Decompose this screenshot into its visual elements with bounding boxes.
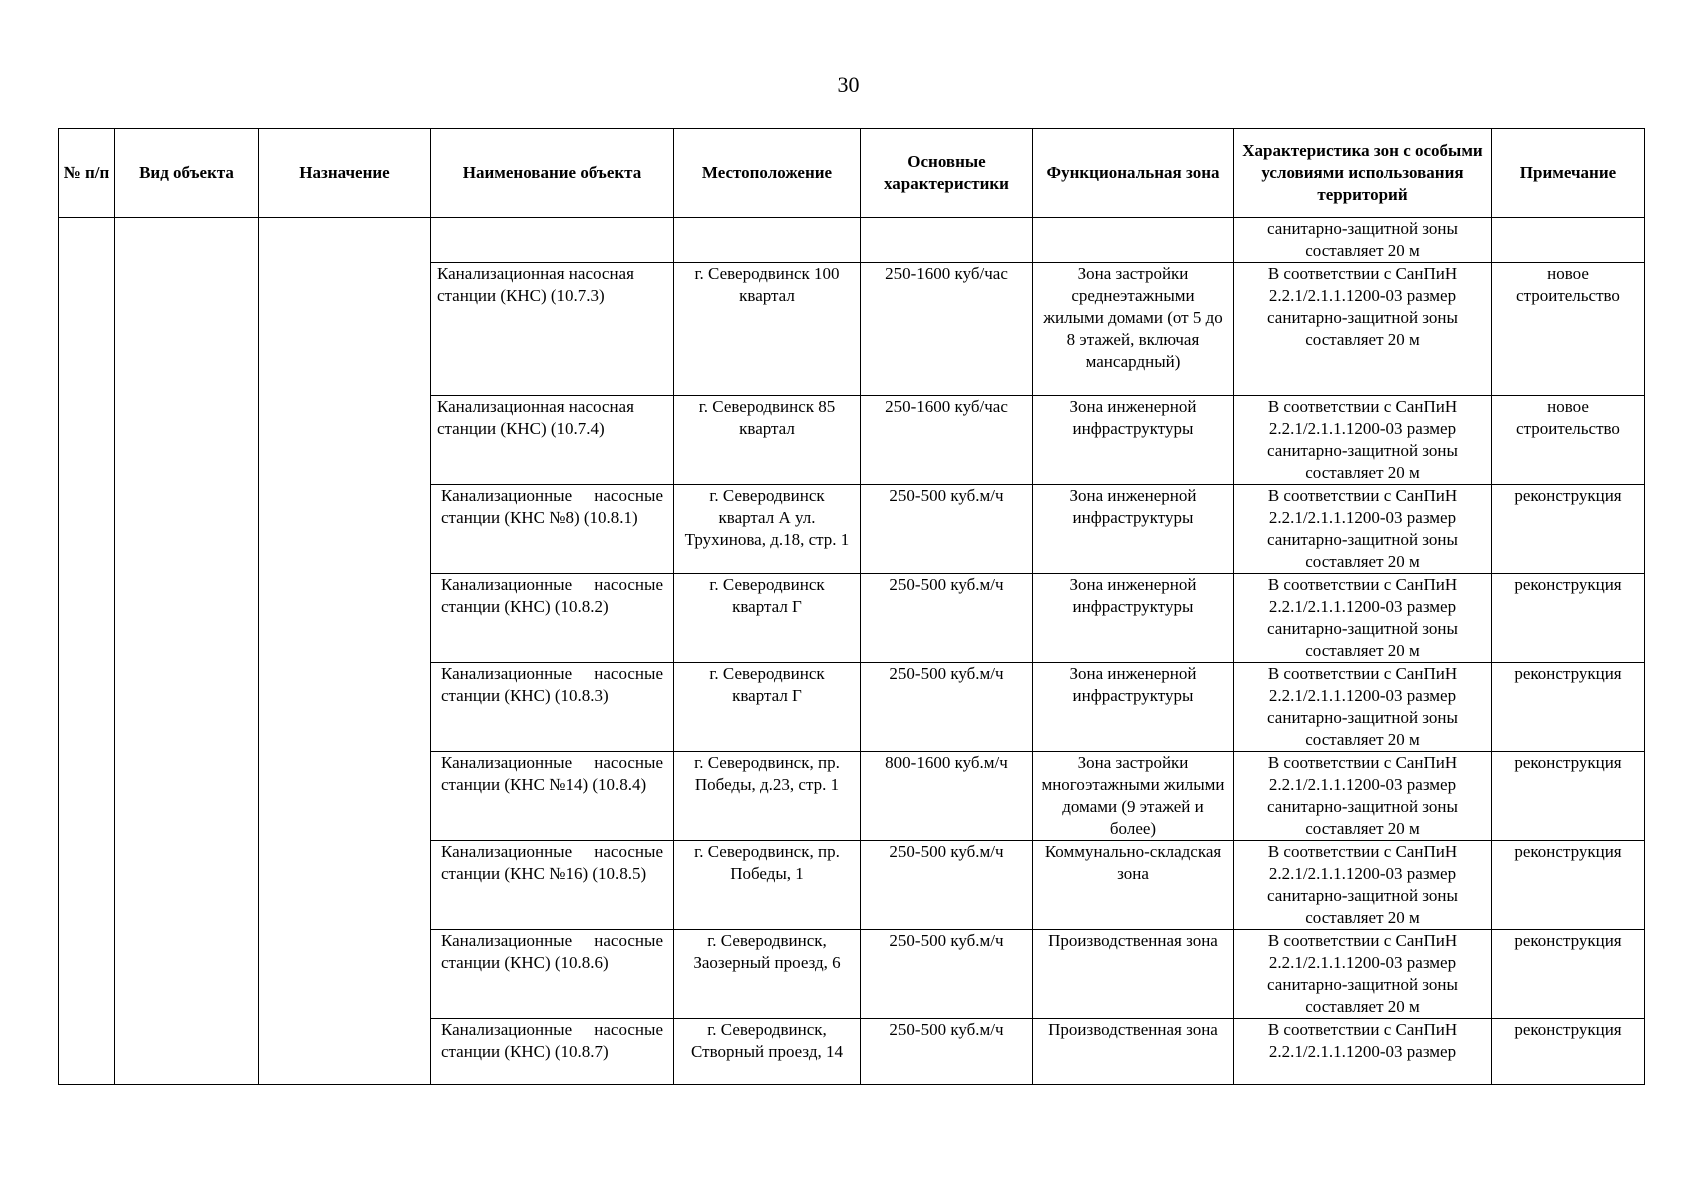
- cell-name: Канализационные насосные станции (КНС) (10.8.7): [431, 1019, 674, 1085]
- cell-note: реконструкция: [1492, 574, 1645, 663]
- header-characteristics: Основные характеристики: [861, 129, 1033, 218]
- table-row: [59, 841, 1645, 930]
- cell-kind: [115, 485, 259, 574]
- cell-location: г. Северодвинск, Створный проезд, 14: [674, 1019, 861, 1085]
- table-row: [59, 574, 1645, 663]
- cell-location: г. Северодвинск, пр. Победы, д.23, стр. 1: [674, 752, 861, 841]
- cell-note: новое строительство: [1492, 263, 1645, 396]
- header-note: Примечание: [1492, 129, 1645, 218]
- cell-kind: [115, 1019, 259, 1085]
- cell-characteristics: 250-500 куб.м/ч: [861, 485, 1033, 574]
- cell-purpose: [259, 930, 431, 1019]
- cell-purpose: [259, 396, 431, 485]
- cell-kind: [115, 396, 259, 485]
- cell-num: [59, 218, 115, 263]
- cell-num: [59, 396, 115, 485]
- cell-note: реконструкция: [1492, 1019, 1645, 1085]
- cell-name: Канализационные насосные станции (КНС №8) (10.8.1): [431, 485, 674, 574]
- table-row: [59, 930, 1645, 1019]
- cell-zone: Зона застройки многоэтажными жилыми домами (9 этажей и более): [1033, 752, 1234, 841]
- cell-kind: [115, 218, 259, 263]
- cell-note: новое строительство: [1492, 396, 1645, 485]
- cell-num: [59, 1019, 115, 1085]
- cell-name: Канализационные насосные станции (КНС) (10.8.2): [431, 574, 674, 663]
- header-purpose: Назначение: [259, 129, 431, 218]
- table-row: [59, 485, 1645, 574]
- header-location: Местоположение: [674, 129, 861, 218]
- cell-purpose: [259, 1019, 431, 1085]
- cell-zone: [1033, 218, 1234, 263]
- cell-note: реконструкция: [1492, 930, 1645, 1019]
- cell-zone: Зона застройки среднеэтажными жилыми домами (от 5 до 8 этажей, включая мансардный): [1033, 263, 1234, 396]
- cell-purpose: [259, 752, 431, 841]
- header-zone: Функциональная зона: [1033, 129, 1234, 218]
- cell-name: Канализационные насосные станции (КНС №14) (10.8.4): [431, 752, 674, 841]
- cell-zone: Зона инженерной инфраструктуры: [1033, 663, 1234, 752]
- cell-kind: [115, 663, 259, 752]
- header-name: Наименование объекта: [431, 129, 674, 218]
- cell-special-zones: санитарно-защитной зоны составляет 20 м: [1234, 218, 1492, 263]
- header-num: № п/п: [59, 129, 115, 218]
- cell-characteristics: 250-1600 куб/час: [861, 263, 1033, 396]
- header-kind: Вид объекта: [115, 129, 259, 218]
- cell-special-zones: В соответствии с СанПиН 2.2.1/2.1.1.1200-03 размер санитарно-защитной зоны составляет 20 м: [1234, 841, 1492, 930]
- cell-purpose: [259, 485, 431, 574]
- cell-special-zones: В соответствии с СанПиН 2.2.1/2.1.1.1200-03 размер санитарно-защитной зоны составляет 20 м: [1234, 930, 1492, 1019]
- table-row: [59, 752, 1645, 841]
- cell-num: [59, 663, 115, 752]
- cell-characteristics: 800-1600 куб.м/ч: [861, 752, 1033, 841]
- cell-zone: Зона инженерной инфраструктуры: [1033, 485, 1234, 574]
- cell-special-zones: В соответствии с СанПиН 2.2.1/2.1.1.1200-03 размер санитарно-защитной зоны составляет 20 м: [1234, 752, 1492, 841]
- cell-special-zones: В соответствии с СанПиН 2.2.1/2.1.1.1200-03 размер санитарно-защитной зоны составляет 20 м: [1234, 663, 1492, 752]
- cell-note: реконструкция: [1492, 485, 1645, 574]
- page-number: 30: [837, 72, 860, 97]
- cell-purpose: [259, 663, 431, 752]
- cell-name: [431, 218, 674, 263]
- cell-name: Канализационные насосные станции (КНС №16) (10.8.5): [431, 841, 674, 930]
- cell-kind: [115, 841, 259, 930]
- cell-special-zones: В соответствии с СанПиН 2.2.1/2.1.1.1200-03 размер санитарно-защитной зоны составляет 20 м: [1234, 396, 1492, 485]
- cell-special-zones: В соответствии с СанПиН 2.2.1/2.1.1.1200-03 размер: [1234, 1019, 1492, 1085]
- cell-zone: Производственная зона: [1033, 930, 1234, 1019]
- cell-zone: Зона инженерной инфраструктуры: [1033, 574, 1234, 663]
- cell-purpose: [259, 841, 431, 930]
- cell-characteristics: [861, 218, 1033, 263]
- table-row: [59, 663, 1645, 752]
- cell-location: г. Северодвинск квартал Г: [674, 574, 861, 663]
- cell-num: [59, 841, 115, 930]
- cell-num: [59, 752, 115, 841]
- cell-purpose: [259, 263, 431, 396]
- cell-characteristics: 250-1600 куб/час: [861, 396, 1033, 485]
- cell-zone: Производственная зона: [1033, 1019, 1234, 1085]
- cell-kind: [115, 752, 259, 841]
- cell-kind: [115, 930, 259, 1019]
- table-row: [59, 218, 1645, 263]
- cell-zone: Зона инженерной инфраструктуры: [1033, 396, 1234, 485]
- cell-special-zones: В соответствии с СанПиН 2.2.1/2.1.1.1200-03 размер санитарно-защитной зоны составляет 20 м: [1234, 263, 1492, 396]
- table-row: [59, 1019, 1645, 1085]
- cell-name: Канализационные насосные станции (КНС) (10.8.3): [431, 663, 674, 752]
- cell-num: [59, 485, 115, 574]
- cell-location: г. Северодвинск 100 квартал: [674, 263, 861, 396]
- cell-characteristics: 250-500 куб.м/ч: [861, 1019, 1033, 1085]
- cell-purpose: [259, 574, 431, 663]
- objects-table: [58, 128, 1645, 1085]
- cell-purpose: [259, 218, 431, 263]
- cell-characteristics: 250-500 куб.м/ч: [861, 841, 1033, 930]
- cell-location: г. Северодвинск квартал Г: [674, 663, 861, 752]
- table-row: [59, 263, 1645, 396]
- cell-note: реконструкция: [1492, 663, 1645, 752]
- header-special-zones: Характеристика зон с особыми условиями использования территорий: [1234, 129, 1492, 218]
- cell-kind: [115, 263, 259, 396]
- cell-location: г. Северодвинск, Заозерный проезд, 6: [674, 930, 861, 1019]
- cell-characteristics: 250-500 куб.м/ч: [861, 663, 1033, 752]
- cell-num: [59, 574, 115, 663]
- cell-location: г. Северодвинск 85 квартал: [674, 396, 861, 485]
- cell-name: Канализационная насосная станции (КНС) (10.7.3): [431, 263, 674, 396]
- table-header-row: [59, 129, 1645, 218]
- cell-note: [1492, 218, 1645, 263]
- cell-special-zones: В соответствии с СанПиН 2.2.1/2.1.1.1200-03 размер санитарно-защитной зоны составляет 20 м: [1234, 574, 1492, 663]
- cell-name: Канализационные насосные станции (КНС) (10.8.6): [431, 930, 674, 1019]
- cell-characteristics: 250-500 куб.м/ч: [861, 930, 1033, 1019]
- cell-special-zones: В соответствии с СанПиН 2.2.1/2.1.1.1200-03 размер санитарно-защитной зоны составляет 20 м: [1234, 485, 1492, 574]
- cell-num: [59, 263, 115, 396]
- cell-note: реконструкция: [1492, 841, 1645, 930]
- cell-location: г. Северодвинск квартал А ул. Трухинова, д.18, стр. 1: [674, 485, 861, 574]
- table-row: [59, 396, 1645, 485]
- cell-location: г. Северодвинск, пр. Победы, 1: [674, 841, 861, 930]
- cell-characteristics: 250-500 куб.м/ч: [861, 574, 1033, 663]
- cell-note: реконструкция: [1492, 752, 1645, 841]
- cell-zone: Коммунально-складская зона: [1033, 841, 1234, 930]
- cell-kind: [115, 574, 259, 663]
- cell-name: Канализационная насосная станции (КНС) (10.7.4): [431, 396, 674, 485]
- cell-location: [674, 218, 861, 263]
- cell-num: [59, 930, 115, 1019]
